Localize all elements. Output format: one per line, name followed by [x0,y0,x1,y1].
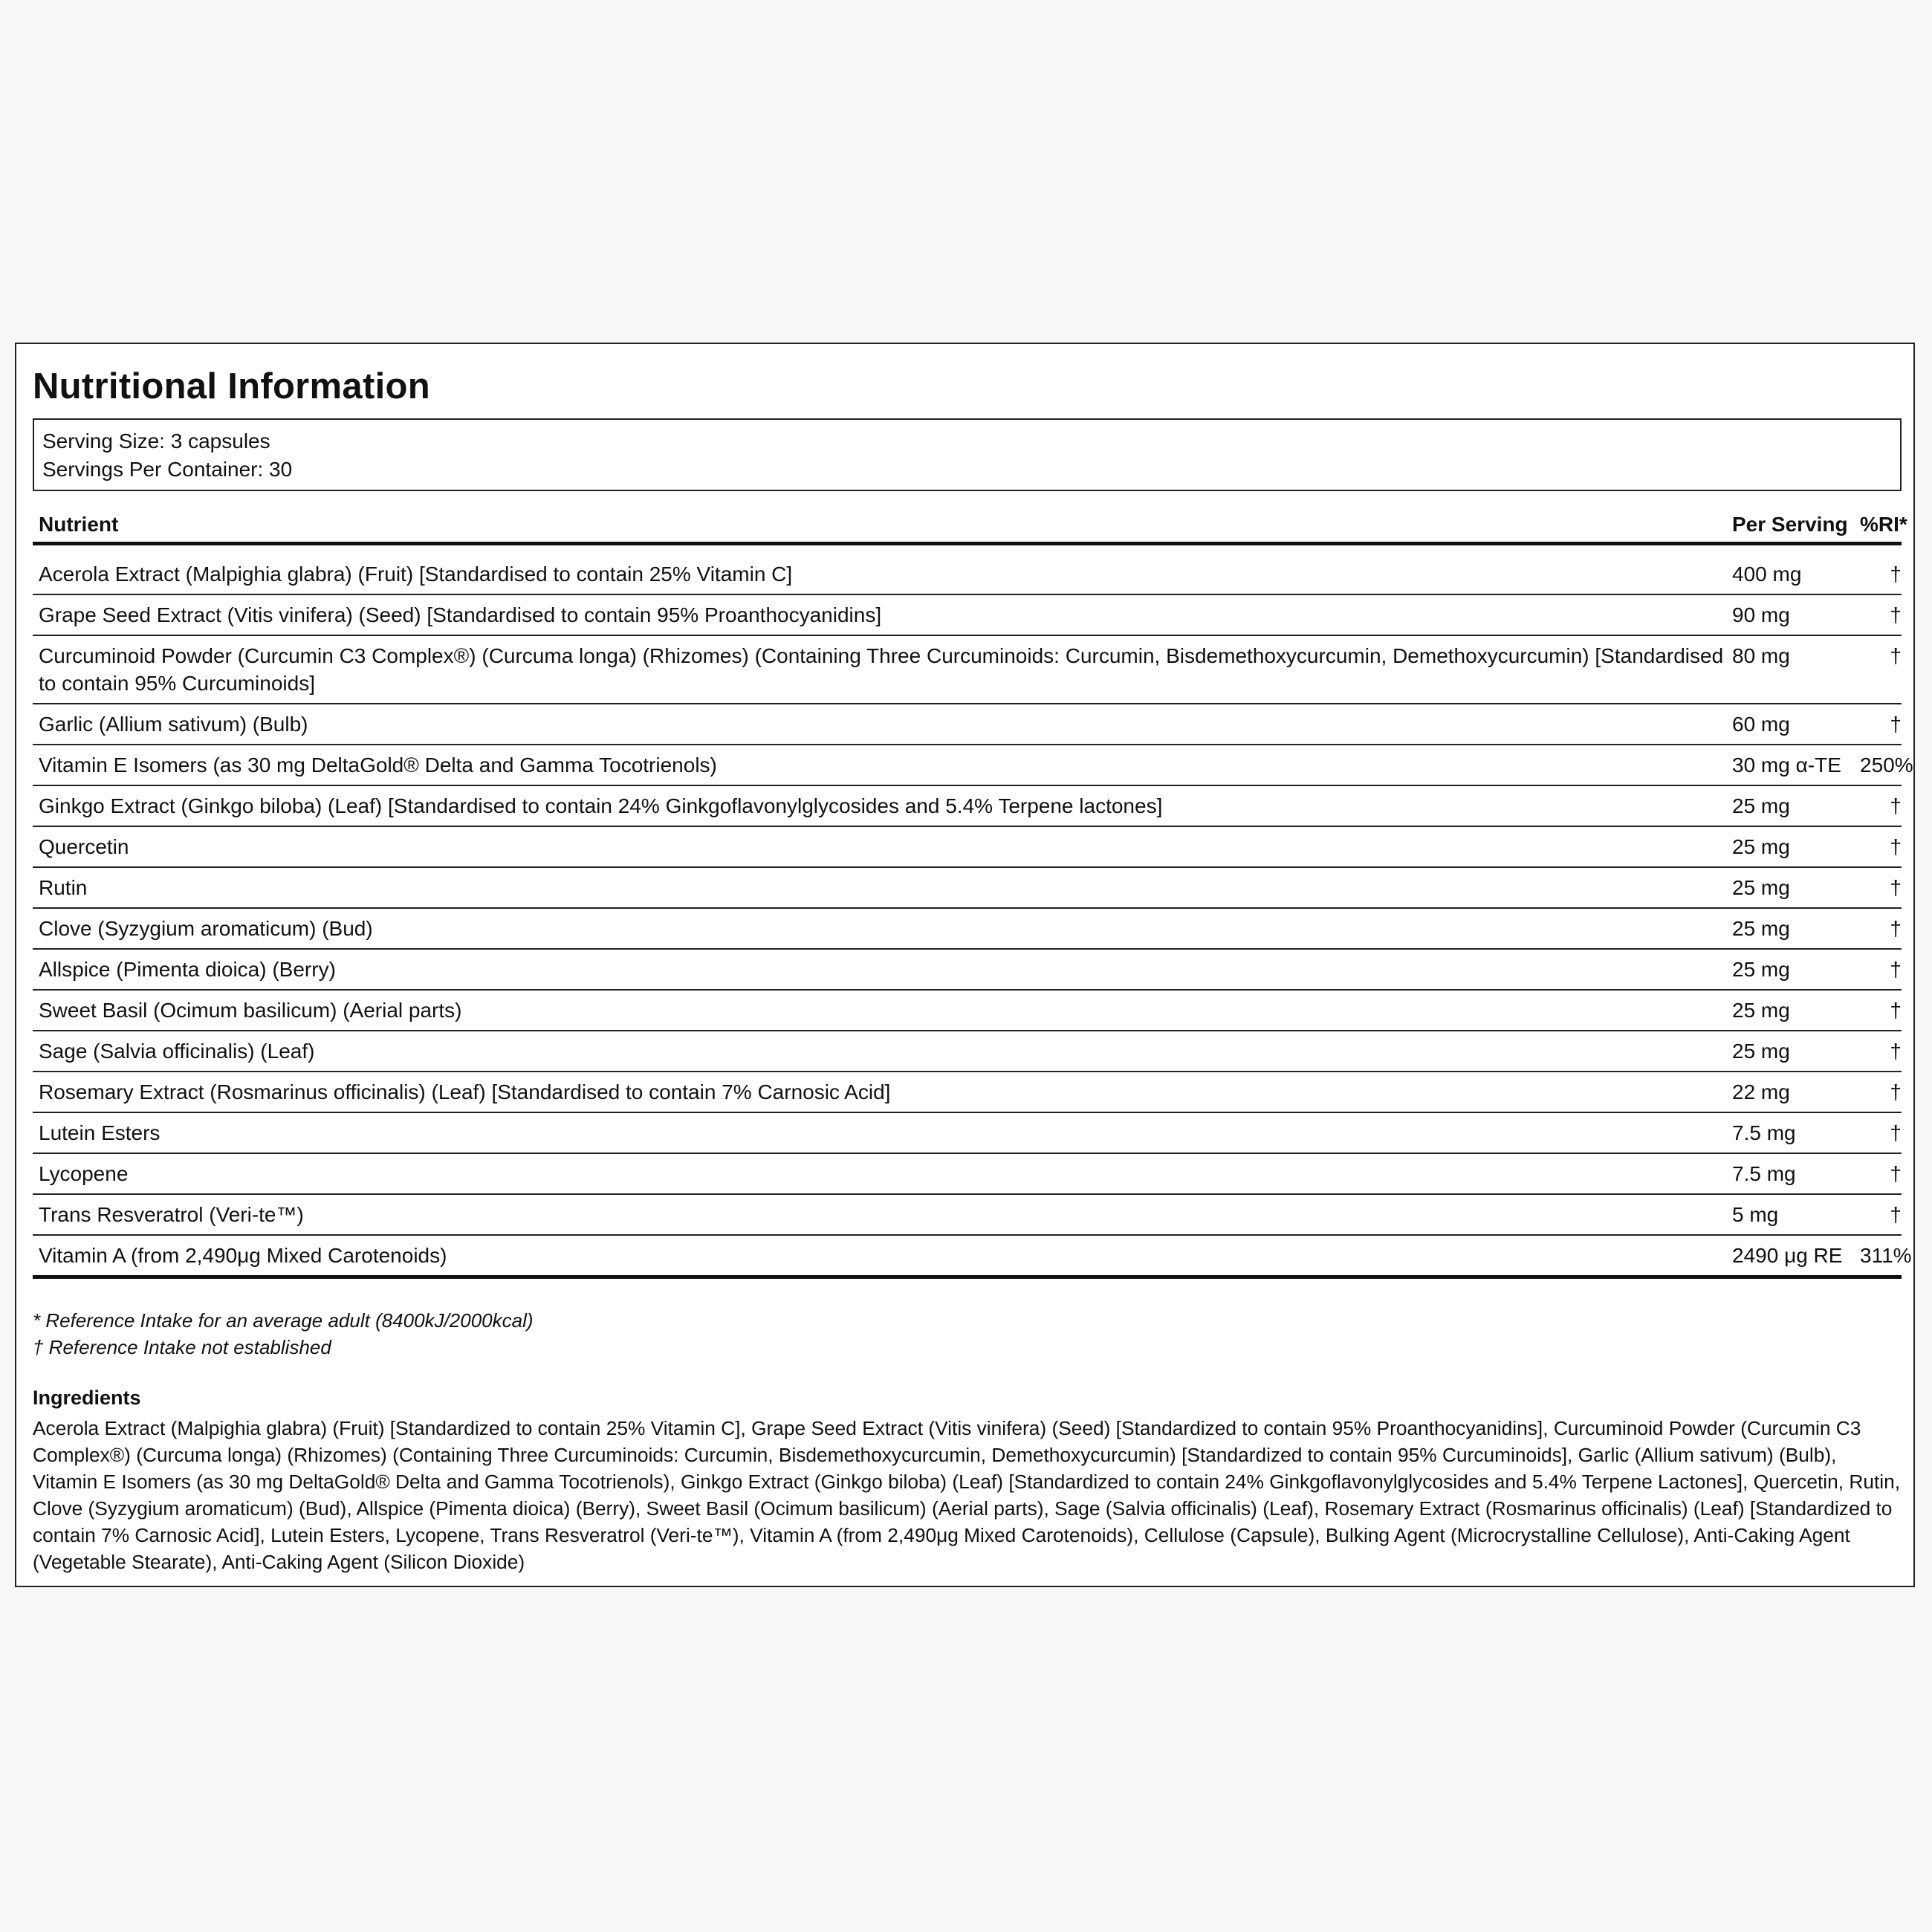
ri-value: † [1890,1162,1902,1185]
per-serving-amount: 7.5 mg [1732,1121,1796,1144]
table-row [33,868,1902,909]
nutrient-name: Rutin [39,876,88,899]
nutrient-name: Quercetin [39,835,129,858]
table-row [33,745,1913,786]
table-row [33,1072,1902,1113]
table-row [33,1236,1912,1279]
ri-value: 311% [1860,1244,1912,1267]
table-row [33,1154,1902,1195]
nutrient-name: Acerola Extract (Malpighia glabra) (Fruit) [Standardised to contain 25% Vitamin C] [39,563,793,586]
nutrient-name: Vitamin E Isomers (as 30 mg DeltaGold® Delta and Gamma Tocotrienols) [39,753,717,777]
table-row [33,827,1902,868]
table-row [33,636,1902,704]
per-serving-amount: 25 mg [1732,876,1790,899]
table-row [33,950,1902,991]
ri-value: † [1890,794,1902,817]
ingredients-text: Acerola Extract (Malpighia glabra) (Fruit) [Standardized to contain 25% Vitamin C], Grape Seed Extract (Vitis vinifera) (Seed) [Standardized to contain 95% Proanthocyanidins], Curcuminoid Powder (Curcumin C3 Complex®) (Curcuma longa) (Rhizomes) (Containing Three Curcuminoids: Curcumin, Bisdemethoxycurcumin, Demethoxycurcumin) [Standardized to contain 95% Curcuminoids], Garlic (Allium sativum) (Bulb), Vitamin E Isomers (as 30 mg DeltaGold® Delta and Gamma Tocotrienols), Ginkgo Extract (Ginkgo biloba) (Leaf) [Standardized to contain 24% Ginkgoflavonylglycosides and 5.4% Terpene Lactones], Quercetin, Rutin, Clove (Syzygium aromaticum) (Bud), Allspice (Pimenta dioica) (Berry), Sweet Basil (Ocimum basilicum) (Aerial parts), Sage (Salvia officinalis) (Leaf), Rosemary Extract (Rosmarinus officinalis) (Leaf) [Standardized to contain 7% Carnosic Acid], Lutein Esters, Lycopene, Trans Resveratrol (Veri-te™), Vitamin A (from 2,490μg Mixed Carotenoids), Cellulose (Capsule), Bulking Agent (Microcrystalline Cellulose), Anti-Caking Agent (Vegetable Stearate), Anti-Caking Agent (Silicon Dioxide) [33,1417,1901,1573]
per-serving-amount: 25 mg [1732,835,1790,858]
per-serving-amount: 5 mg [1732,1203,1779,1226]
ri-value: † [1890,603,1902,626]
nutrient-name: Trans Resveratrol (Veri-te™) [39,1203,304,1226]
table-row [33,1113,1902,1154]
ingredients-heading: Ingredients [33,1387,141,1409]
nutrient-name: Curcuminoid Powder (Curcumin C3 Complex®) (Curcuma longa) (Rhizomes) (Containing Three Curcuminoids: Curcumin, Bisdemethoxycurcumin, Demethoxycurcumin) [Standardised to contain 95% Curcuminoids] [39,644,1724,695]
nutrient-name: Vitamin A (from 2,490μg Mixed Carotenoids) [39,1244,447,1267]
table-row [33,554,1902,595]
ri-footnote: * Reference Intake for an average adult (8400kJ/2000kcal) [33,1309,534,1332]
nutrient-name: Ginkgo Extract (Ginkgo biloba) (Leaf) [Standardised to contain 24% Ginkgoflavonylglycosides and 5.4% Terpene lactones] [39,794,1163,817]
per-serving-amount: 80 mg [1732,644,1790,667]
per-serving-amount: 25 mg [1732,958,1790,981]
page-title: Nutritional Information [33,366,430,406]
table-header [33,508,1907,545]
ri-value: † [1890,644,1902,667]
nutrient-name: Lycopene [39,1162,129,1185]
per-serving-amount: 25 mg [1732,794,1790,817]
ri-value: † [1890,1203,1902,1226]
header-nutrient: Nutrient [39,513,119,536]
nutrient-name: Clove (Syzygium aromaticum) (Bud) [39,917,373,940]
per-serving-amount: 25 mg [1732,999,1790,1022]
ri-value: † [1890,563,1902,586]
ri-value: † [1890,1080,1902,1103]
per-serving-amount: 2490 μg RE [1732,1244,1843,1267]
table-row [33,1195,1902,1236]
footnotes [33,1307,534,1361]
ri-value: † [1890,958,1902,981]
nutrient-name: Grape Seed Extract (Vitis vinifera) (Seed) [Standardised to contain 95% Proanthocyanidins] [39,603,882,626]
serving-info-box [33,418,1902,491]
header-ri: %RI* [1860,513,1907,536]
ri-value: † [1890,917,1902,940]
table-row [33,991,1902,1031]
table-row [33,704,1902,745]
table-body [33,554,1913,1279]
ri-value: † [1890,999,1902,1022]
table-row [33,1031,1902,1072]
ri-value: † [1890,713,1902,736]
nutrient-name: Sweet Basil (Ocimum basilicum) (Aerial parts) [39,999,462,1022]
per-serving-amount: 30 mg α-TE [1732,753,1841,777]
ri-value: 250% [1860,753,1913,777]
nutrient-name: Sage (Salvia officinalis) (Leaf) [39,1040,315,1063]
nutrient-name: Rosemary Extract (Rosmarinus officinalis) (Leaf) [Standardised to contain 7% Carnosic Acid] [39,1080,891,1103]
table-row [33,786,1902,827]
ri-value: † [1890,835,1902,858]
per-serving-amount: 60 mg [1732,713,1790,736]
servings-per-container: Servings Per Container: 30 [42,458,293,481]
per-serving-amount: 90 mg [1732,603,1790,626]
table-row [33,909,1902,950]
nutrient-name: Garlic (Allium sativum) (Bulb) [39,713,308,736]
nutrient-table [33,508,1913,1279]
ri-value: † [1890,876,1902,899]
nutrition-panel [15,343,1915,1587]
per-serving-amount: 25 mg [1732,1040,1790,1063]
serving-size: Serving Size: 3 capsules [42,429,270,453]
dagger-footnote: † Reference Intake not established [33,1336,331,1358]
ri-value: † [1890,1121,1902,1144]
nutrient-name: Lutein Esters [39,1121,161,1144]
nutrient-name: Allspice (Pimenta dioica) (Berry) [39,958,336,981]
per-serving-amount: 400 mg [1732,563,1802,586]
ri-value: † [1890,1040,1902,1063]
table-row [33,595,1902,636]
per-serving-amount: 25 mg [1732,917,1790,940]
header-per-serving: Per Serving [1732,513,1848,536]
per-serving-amount: 22 mg [1732,1080,1790,1103]
per-serving-amount: 7.5 mg [1732,1162,1796,1185]
